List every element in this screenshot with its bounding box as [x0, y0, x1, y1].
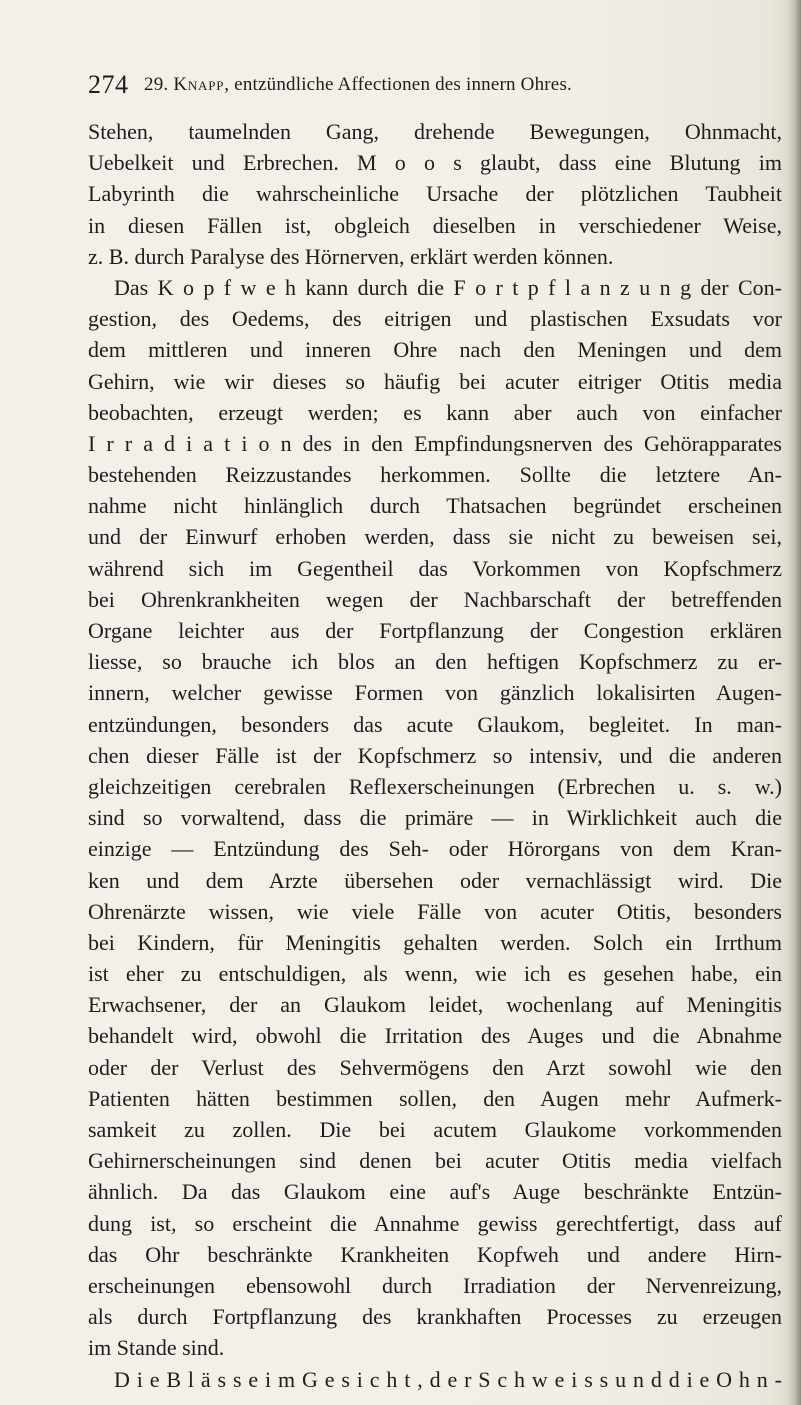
text-line: oder der Verlust des Sehvermögens den Arzt sowohl wie den [88, 1054, 782, 1080]
text-line: bei Kindern, für Meningitis gehalten werden. Solch ein Irrthum [88, 929, 782, 955]
text-line: nahme nicht hinlänglich durch Thatsachen begründet erscheinen [88, 493, 782, 519]
text-line: bestehenden Reizzustandes herkommen. Sollte die letztere An- [88, 462, 782, 488]
text-line: Organe leichter aus der Fortpflanzung der Congestion erklären [88, 618, 782, 643]
text-line: ken und dem Arzte übersehen oder vernachlässigt wird. Die [88, 867, 782, 893]
text-line: dung ist, so erscheint die Annahme gewiss gerechtfertigt, dass auf [88, 1210, 782, 1236]
chapter-title: , entzündliche Affectionen des innern Ohres. [224, 74, 572, 95]
text-line: Gehirnerscheinungen sind denen bei acuter Otitis media vielfach [88, 1148, 782, 1174]
page-number: 274 [88, 70, 129, 99]
text-line: Ohrenärzte wissen, wie viele Fälle von acuter Otitis, besonders [88, 898, 782, 924]
text-line: erscheinungen ebensowohl durch Irradiation der Nervenreizung, [88, 1272, 782, 1298]
text-line: Stehen, taumelnden Gang, drehende Bewegungen, Ohnmacht, [88, 119, 782, 144]
text-line: Gehirn, wie wir dieses so häufig bei acuter eitriger Otitis media [88, 368, 782, 394]
chapter-number: 29. [144, 74, 169, 95]
text-line: im Stande sind. [88, 1335, 225, 1361]
text-line: sind so vorwaltend, dass die primäre — in Wirklichkeit auch die [88, 805, 782, 831]
text-line: Das K o p f w e h kann durch die F o r t p f l a n z u n g der Con- [114, 274, 782, 300]
page-edge-shadow [787, 0, 801, 1405]
text-line: gestion, des Oedems, des eitrigen und plastischen Exsudats vor [88, 306, 782, 332]
text-line: I r r a d i a t i o n des in den Empfindungsnerven des Gehörapparates [88, 430, 782, 456]
text-line: und der Einwurf erhoben werden, dass sie nicht zu beweisen sei, [88, 524, 782, 550]
text-line: bei Ohrenkrankheiten wegen der Nachbarschaft der betreffenden [88, 586, 782, 612]
text-line: gleichzeitigen cerebralen Reflexerscheinungen (Erbrechen u. s. w.) [88, 773, 782, 799]
text-line: Labyrinth die wahrscheinliche Ursache der plötzlichen Taubheit [88, 181, 782, 207]
text-line: ähnlich. Da das Glaukom eine auf's Auge beschränkte Entzün- [88, 1179, 782, 1205]
text-line: behandelt wird, obwohl die Irritation des Auges und die Abnahme [88, 1023, 782, 1049]
text-line: innern, welcher gewisse Formen von gänzlich lokalisirten Augen- [88, 680, 782, 706]
text-line: einzige — Entzündung des Seh- oder Hörorgans von dem Kran- [88, 836, 782, 862]
text-line: Erwachsener, der an Glaukom leidet, wochenlang auf Meningitis [88, 992, 782, 1018]
text-line: während sich im Gegentheil das Vorkommen von Kopfschmerz [88, 555, 782, 581]
text-line: in diesen Fällen ist, obgleich dieselben in verschiedener Weise, [88, 212, 782, 238]
text-line: chen dieser Fälle ist der Kopfschmerz so intensiv, und die anderen [88, 742, 782, 768]
text-line: samkeit zu zollen. Die bei acutem Glaukome vorkommenden [88, 1117, 782, 1142]
text-line: Patienten hätten bestimmen sollen, den Augen mehr Aufmerk- [88, 1085, 782, 1111]
text-line: ist eher zu entschuldigen, als wenn, wie ich es gesehen habe, ein [88, 961, 782, 987]
text-line: beobachten, erzeugt werden; es kann aber auch von einfacher [88, 399, 782, 425]
text-line: dem mittleren und inneren Ohre nach den Meningen und dem [88, 337, 782, 363]
author-name: Knapp [173, 74, 225, 95]
text-line: D i e B l ä s s e i m G e s i c h t , d e r S c h w e i s s u n d d i e O h n - [114, 1366, 782, 1392]
text-line: entzündungen, besonders das acute Glaukom, begleitet. In man- [88, 711, 782, 737]
text-line: als durch Fortpflanzung des krankhaften Processes zu erzeugen [88, 1304, 782, 1330]
text-line: Uebelkeit und Erbrechen. M o o s glaubt, dass eine Blutung im [88, 150, 782, 176]
text-line: das Ohr beschränkte Krankheiten Kopfweh und andere Hirn- [88, 1241, 782, 1267]
text-line: liesse, so brauche ich blos an den heftigen Kopfschmerz zu er- [88, 649, 782, 675]
page-header [88, 70, 782, 106]
running-head [144, 74, 572, 96]
body-text [88, 116, 782, 1395]
text-line: z. B. durch Paralyse des Hörnerven, erklärt werden können. [88, 243, 614, 269]
